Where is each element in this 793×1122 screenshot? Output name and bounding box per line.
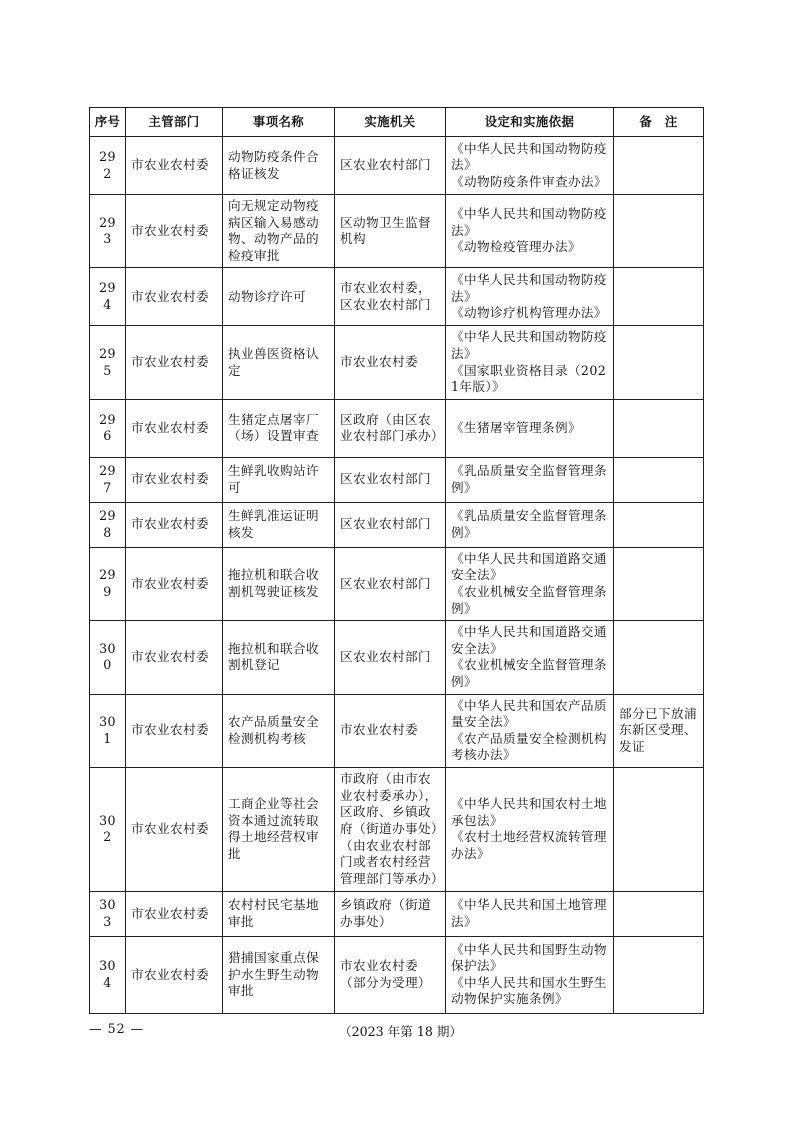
serial-cell: 292	[90, 137, 126, 195]
note-cell	[614, 936, 704, 1013]
table-row	[90, 268, 704, 326]
basis-cell	[446, 399, 614, 457]
department-cell: 市农业农村委	[126, 326, 223, 399]
table-row	[90, 936, 704, 1013]
department-cell: 市农业农村委	[126, 502, 223, 547]
basis-line: 《农业机械安全监督管理条例》	[451, 583, 607, 616]
basis-cell	[446, 326, 614, 399]
note-cell	[614, 326, 704, 399]
basis-line: 《动物诊疗机构管理办法》	[451, 305, 607, 321]
department-cell: 市农业农村委	[126, 767, 223, 891]
item-name-cell: 生猪定点屠宰厂（场）设置审查	[223, 399, 335, 457]
basis-line: 《中华人民共和国土地管理法》	[451, 897, 607, 929]
note-cell	[614, 195, 704, 268]
basis-line: 《乳品质量安全监督管理条例》	[451, 508, 607, 540]
item-name-cell: 猎捕国家重点保护水生野生动物审批	[223, 936, 335, 1013]
department-cell: 市农业农村委	[126, 621, 223, 694]
basis-cell	[446, 694, 614, 767]
basis-cell	[446, 936, 614, 1013]
table-row	[90, 326, 704, 399]
serial-cell: 304	[90, 936, 126, 1013]
item-name-cell: 生鲜乳准运证明核发	[223, 502, 335, 547]
table-row	[90, 621, 704, 694]
basis-cell	[446, 502, 614, 547]
header-basis: 设定和实施依据	[446, 108, 614, 137]
basis-line: 《中华人民共和国动物防疫法》	[451, 271, 607, 304]
agency-cell: 区农业农村部门	[335, 457, 446, 502]
serial-cell: 293	[90, 195, 126, 268]
note-cell	[614, 767, 704, 891]
serial-cell: 300	[90, 621, 126, 694]
basis-cell	[446, 891, 614, 936]
agency-cell: 乡镇政府（街道办事处）	[335, 891, 446, 936]
item-name-cell: 农产品质量安全检测机构考核	[223, 694, 335, 767]
table-row	[90, 767, 704, 891]
basis-line: 《农业机械安全监督管理条例》	[451, 657, 607, 689]
basis-line: 《中华人民共和国道路交通安全法》	[451, 624, 607, 656]
agency-cell: 区农业农村部门	[335, 502, 446, 547]
table-row	[90, 694, 704, 767]
basis-line: 《动物检疫管理办法》	[451, 239, 581, 255]
page-number: — 52 —	[89, 1021, 145, 1036]
item-name-cell: 向无规定动物疫病区输入易感动物、动物产品的检疫审批	[223, 195, 335, 268]
department-cell: 市农业农村委	[126, 195, 223, 268]
serial-cell: 295	[90, 326, 126, 399]
serial-cell: 303	[90, 891, 126, 936]
basis-cell	[446, 195, 614, 268]
serial-cell: 294	[90, 268, 126, 326]
department-cell: 市农业农村委	[126, 936, 223, 1013]
department-cell: 市农业农村委	[126, 457, 223, 502]
agency-cell: 区动物卫生监督机构	[335, 195, 446, 268]
agency-cell: 市农业农村委	[335, 326, 446, 399]
department-cell: 市农业农村委	[126, 694, 223, 767]
note-cell	[614, 891, 704, 936]
table-row	[90, 137, 704, 195]
note-cell	[614, 399, 704, 457]
department-cell: 市农业农村委	[126, 891, 223, 936]
note-cell	[614, 502, 704, 547]
department-cell: 市农业农村委	[126, 547, 223, 620]
agency-cell: 区农业农村部门	[335, 137, 446, 195]
agency-cell: 市政府（由市农业农村委承办），区政府、乡镇政府（街道办事处）（由农业农村部门或者农村经营管理部门等承办）	[335, 767, 446, 891]
serial-cell: 296	[90, 399, 126, 457]
header-item-name: 事项名称	[223, 108, 335, 137]
table-row	[90, 457, 704, 502]
basis-line: 《国家职业资格目录（2021年版）》	[451, 362, 607, 395]
agency-cell: 市农业农村委，区农业农村部门	[335, 268, 446, 326]
basis-cell	[446, 268, 614, 326]
header-department: 主管部门	[126, 108, 223, 137]
department-cell: 市农业农村委	[126, 137, 223, 195]
header-serial: 序号	[90, 108, 126, 137]
item-name-cell: 生鲜乳收购站许可	[223, 457, 335, 502]
note-cell	[614, 547, 704, 620]
serial-cell: 297	[90, 457, 126, 502]
table-row	[90, 399, 704, 457]
note-cell: 部分已下放浦东新区受理、发证	[614, 694, 704, 767]
serial-cell: 299	[90, 547, 126, 620]
item-name-cell: 农村村民宅基地审批	[223, 891, 335, 936]
basis-line: 《生猪屠宰管理条例》	[451, 419, 581, 435]
page-footer	[89, 1021, 703, 1039]
basis-cell	[446, 457, 614, 502]
basis-line: 《农产品质量安全检测机构考核办法》	[451, 730, 607, 763]
basis-line: 《中华人民共和国动物防疫法》	[451, 206, 607, 238]
note-cell	[614, 457, 704, 502]
catalog-table	[89, 107, 704, 1014]
item-name-cell: 动物防疫条件合格证核发	[223, 137, 335, 195]
serial-cell: 301	[90, 694, 126, 767]
agency-cell: 市农业农村委（部分为受理）	[335, 936, 446, 1013]
item-name-cell: 工商企业等社会资本通过流转取得土地经营权审批	[223, 767, 335, 891]
basis-cell	[446, 767, 614, 891]
table-row	[90, 195, 704, 268]
table-row	[90, 891, 704, 936]
agency-cell: 区农业农村部门	[335, 547, 446, 620]
basis-cell	[446, 137, 614, 195]
basis-line: 《动物防疫条件审查办法》	[451, 173, 607, 189]
table-header-row	[90, 108, 704, 137]
issue-label: （2023 年第 18 期）	[339, 1024, 463, 1039]
item-name-cell: 执业兽医资格认定	[223, 326, 335, 399]
basis-cell	[446, 547, 614, 620]
note-cell	[614, 621, 704, 694]
item-name-cell: 拖拉机和联合收割机登记	[223, 621, 335, 694]
serial-cell: 302	[90, 767, 126, 891]
table-row	[90, 502, 704, 547]
header-agency: 实施机关	[335, 108, 446, 137]
basis-cell	[446, 621, 614, 694]
basis-line: 《中华人民共和国道路交通安全法》	[451, 550, 607, 583]
agency-cell: 区农业农村部门	[335, 621, 446, 694]
basis-line: 《中华人民共和国农产品质量安全法》	[451, 697, 607, 730]
note-cell	[614, 137, 704, 195]
basis-line: 《中华人民共和国动物防疫法》	[451, 329, 607, 361]
basis-line: 《中华人民共和国农村土地承包法》	[451, 796, 607, 828]
header-note: 备 注	[614, 108, 704, 137]
item-name-cell: 拖拉机和联合收割机驾驶证核发	[223, 547, 335, 620]
note-cell	[614, 268, 704, 326]
item-name-cell: 动物诊疗许可	[223, 268, 335, 326]
table-row	[90, 547, 704, 620]
basis-line: 《中华人民共和国野生动物保护法》	[451, 941, 607, 974]
basis-line: 《中华人民共和国动物防疫法》	[451, 140, 607, 173]
agency-cell: 区政府（由区农业农村部门承办）	[335, 399, 446, 457]
department-cell: 市农业农村委	[126, 268, 223, 326]
basis-line: 《乳品质量安全监督管理条例》	[451, 463, 607, 495]
department-cell: 市农业农村委	[126, 399, 223, 457]
basis-line: 《农村土地经营权流转管理办法》	[451, 829, 607, 861]
agency-cell: 市农业农村委	[335, 694, 446, 767]
basis-line: 《中华人民共和国水生野生动物保护实施条例》	[451, 974, 607, 1007]
serial-cell: 298	[90, 502, 126, 547]
